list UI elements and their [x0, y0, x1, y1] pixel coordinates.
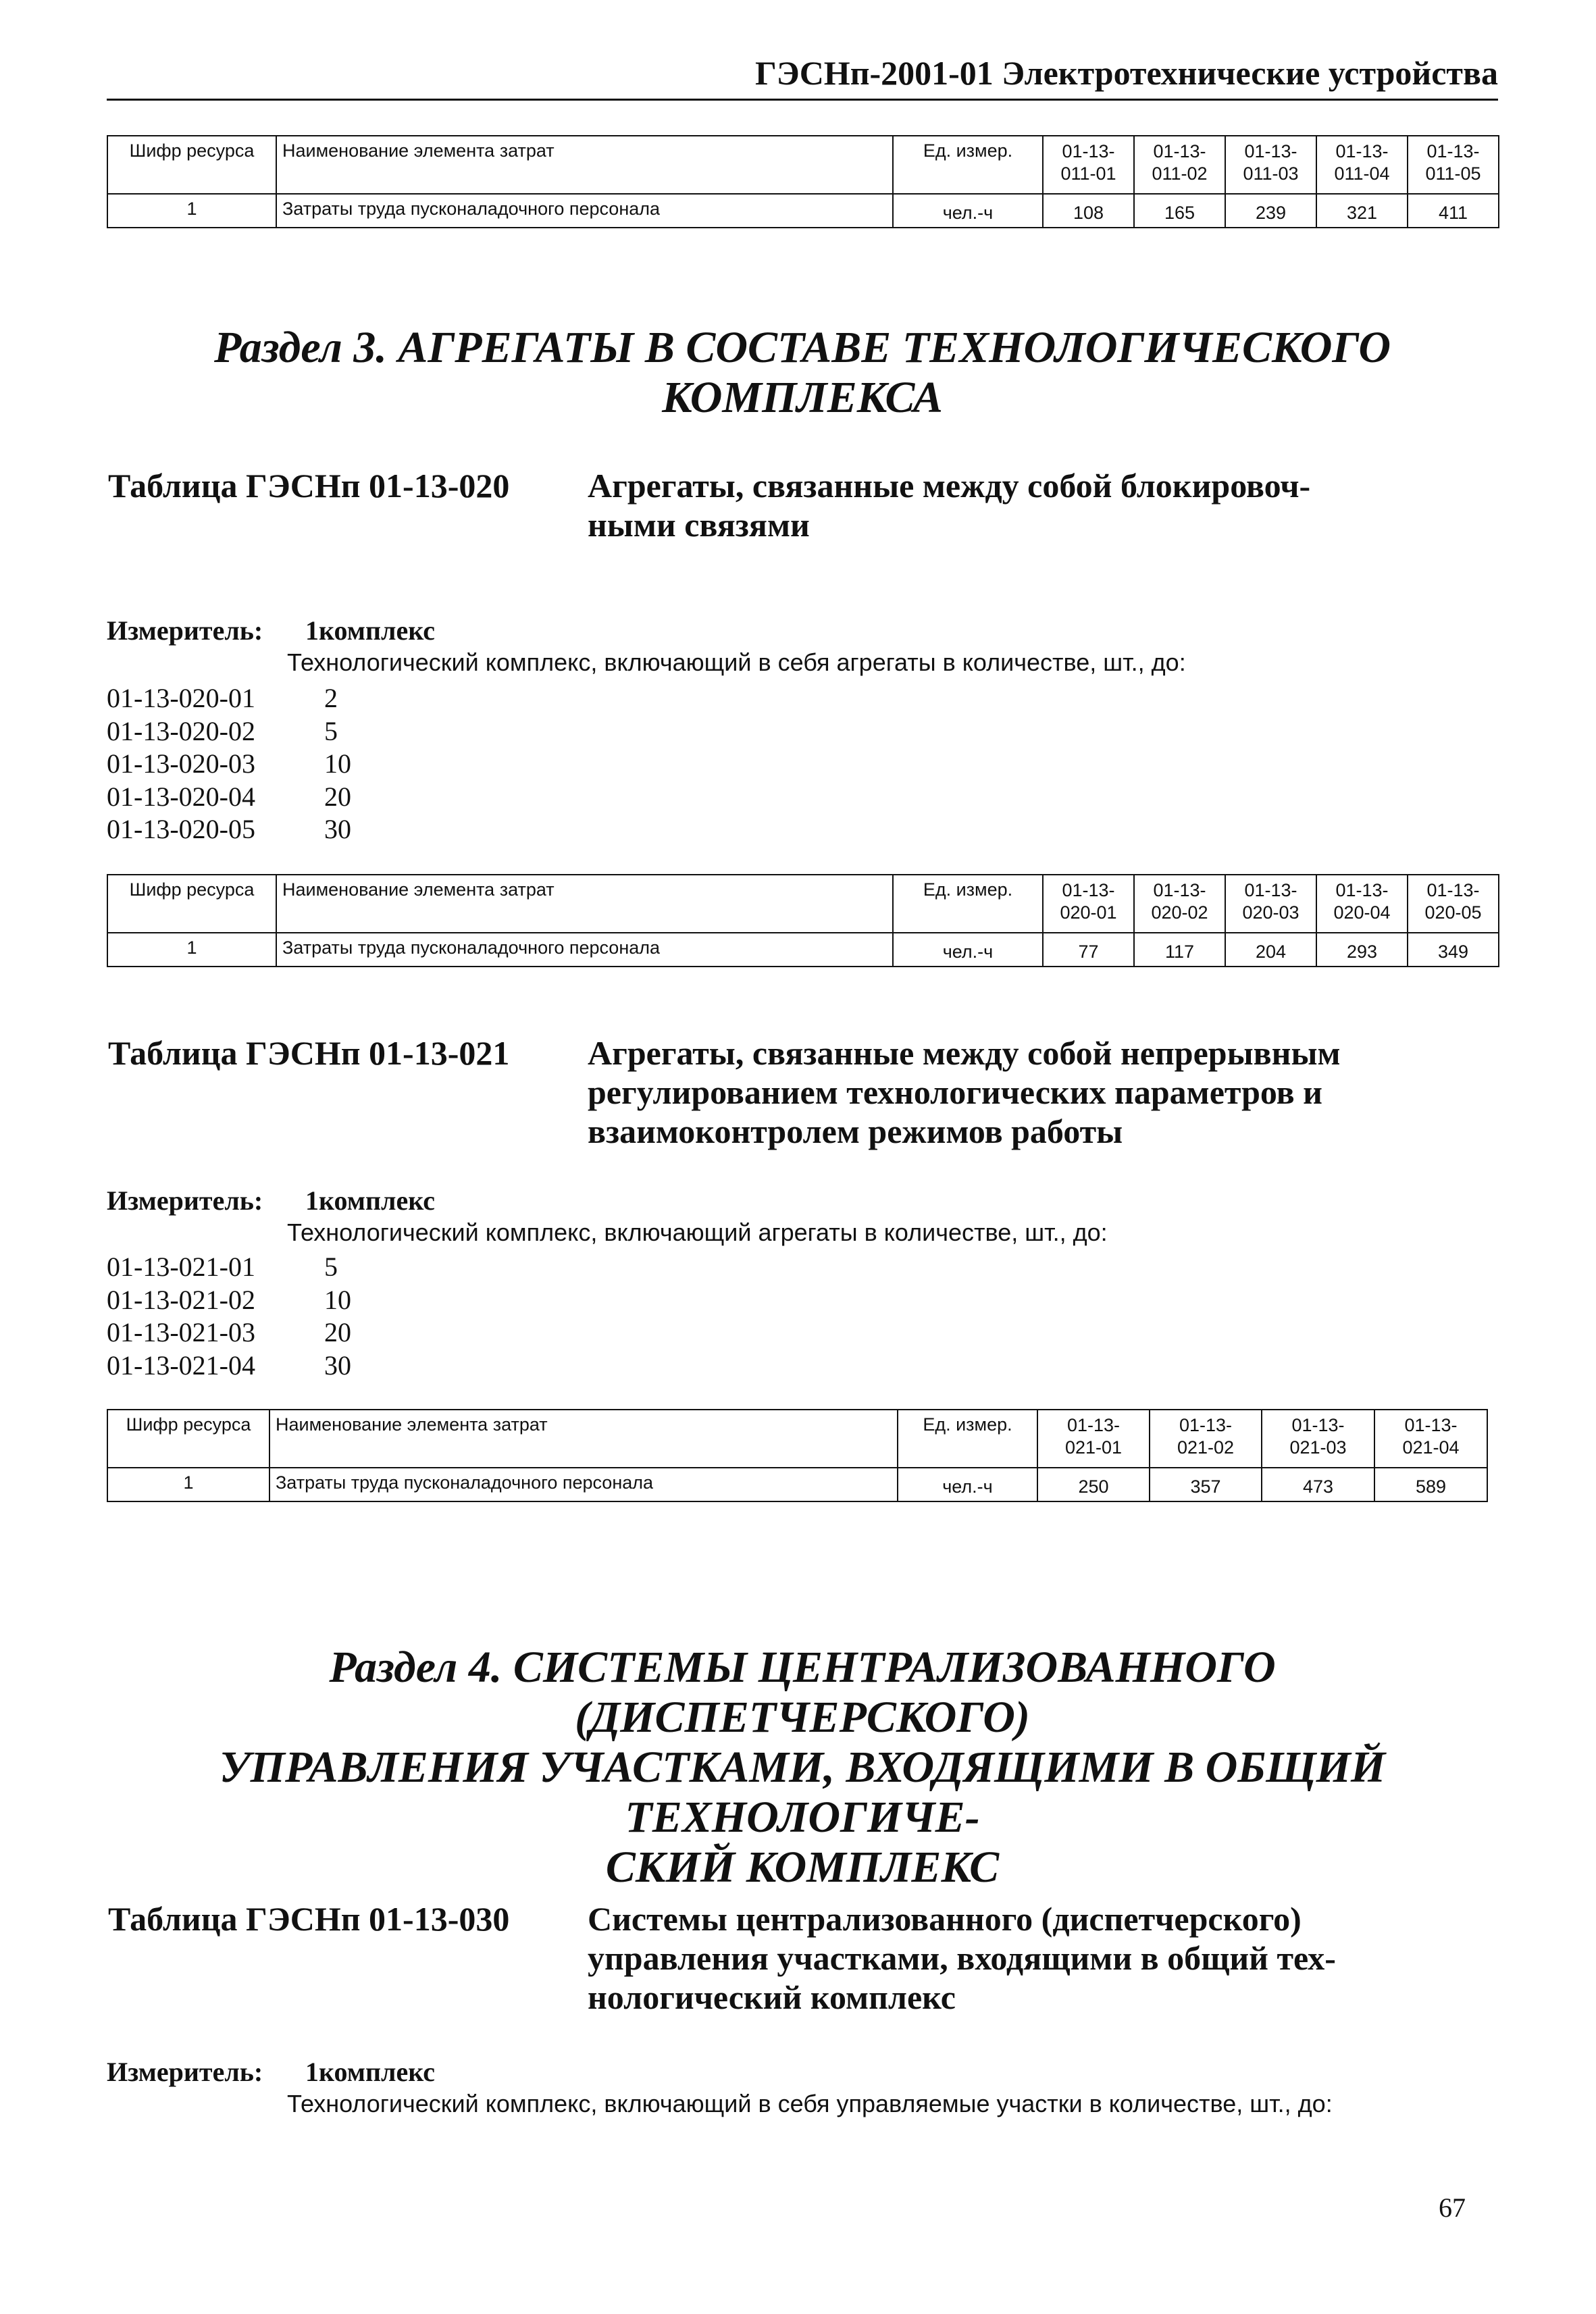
header-rule: [107, 99, 1498, 101]
table-row: [107, 933, 1499, 967]
measure-description: Технологический комплекс, включающий в себя агрегаты в количестве, шт., до:: [287, 648, 1186, 676]
col-header-norm-code: 01-13- 011-04: [1316, 136, 1408, 194]
list-item: 01-13-020-03 10: [107, 748, 351, 779]
cell-value: 77: [1043, 933, 1134, 967]
norm-list-021: [107, 1251, 351, 1382]
list-item: 01-13-020-05 30: [107, 814, 351, 844]
norm-list-020: [107, 682, 351, 846]
cell-value: 321: [1316, 194, 1408, 228]
cell-unit: чел.-ч: [893, 194, 1043, 228]
measure-unit: 1комплекс: [305, 2057, 436, 2087]
col-header-norm-code: 01-13- 020-03: [1225, 875, 1316, 933]
table-030-description: Системы централизованного (диспетчерского) управления участками, входящими в общий тех- нологический комплекс: [588, 1900, 1336, 2016]
measure-label: Измеритель:: [107, 615, 263, 646]
cell-value: 117: [1134, 933, 1225, 967]
resource-table-011: [107, 135, 1499, 228]
cell-value: 108: [1043, 194, 1134, 228]
col-header-norm-code: 01-13- 021-04: [1374, 1410, 1487, 1468]
col-header-norm-code: 01-13- 020-05: [1408, 875, 1499, 933]
cell-name: Затраты труда пусконаладочного персонала: [276, 933, 893, 967]
col-header-code: Шифр ресурса: [107, 136, 276, 194]
cell-code: 1: [107, 194, 276, 228]
section-4-title: Раздел 4. СИСТЕМЫ ЦЕНТРАЛИЗОВАННОГО (ДИСПЕТЧЕРСКОГО) УПРАВЛЕНИЯ УЧАСТКАМИ, ВХОДЯЩИМИ В ОБЩИЙ ТЕХНОЛОГИЧЕ- СКИЙ КОМПЛЕКС: [219, 1643, 1386, 1892]
col-header-unit: Ед. измер.: [893, 875, 1043, 933]
list-item: 01-13-020-02 5: [107, 715, 338, 746]
cell-value: 473: [1262, 1468, 1374, 1501]
measure-description: Технологический комплекс, включающий в себя управляемые участки в количестве, шт., до:: [287, 2090, 1333, 2117]
cell-code: 1: [107, 933, 276, 967]
resource-table-020: [107, 874, 1499, 967]
list-item: 01-13-020-01 2: [107, 683, 338, 713]
list-item: 01-13-021-04 30: [107, 1349, 351, 1381]
table-020-label: Таблица ГЭСНп 01-13-020: [108, 467, 510, 505]
table-021-label: Таблица ГЭСНп 01-13-021: [108, 1034, 510, 1072]
col-header-norm-code: 01-13- 011-03: [1225, 136, 1316, 194]
cell-value: 250: [1037, 1468, 1150, 1501]
section-3-title: Раздел 3. АГРЕГАТЫ В СОСТАВЕ ТЕХНОЛОГИЧЕСКОГО КОМПЛЕКСА: [213, 323, 1391, 422]
col-header-norm-code: 01-13- 020-01: [1043, 875, 1134, 933]
cell-value: 293: [1316, 933, 1408, 967]
table-021-description: Агрегаты, связанные между собой непрерывным регулированием технологических параметров и взаимоконтролем режимов работы: [588, 1034, 1341, 1150]
cell-name: Затраты труда пусконаладочного персонала: [276, 194, 893, 228]
table-header-row: [107, 875, 1499, 933]
list-item: 01-13-021-03 20: [107, 1317, 351, 1347]
page-number: 67: [1439, 2192, 1466, 2223]
cell-code: 1: [107, 1468, 269, 1501]
col-header-norm-code: 01-13- 021-03: [1262, 1410, 1374, 1468]
measure-unit: 1комплекс: [305, 1185, 436, 1216]
list-item: 01-13-021-01 5: [107, 1252, 338, 1282]
list-item: 01-13-020-04 20: [107, 781, 351, 812]
table-row: [107, 1468, 1487, 1501]
page-header-title: ГЭСНп-2001-01 Электротехнические устройства: [754, 54, 1498, 92]
measure-unit: 1комплекс: [305, 615, 436, 646]
cell-value: 239: [1225, 194, 1316, 228]
cell-unit: чел.-ч: [893, 933, 1043, 967]
cell-value: 589: [1374, 1468, 1487, 1501]
cell-value: 204: [1225, 933, 1316, 967]
measure-label: Измеритель:: [107, 1185, 263, 1216]
col-header-name: Наименование элемента затрат: [269, 1410, 898, 1468]
resource-table-021: [107, 1409, 1488, 1502]
table-row: [107, 194, 1499, 228]
col-header-norm-code: 01-13- 011-02: [1134, 136, 1225, 194]
col-header-norm-code: 01-13- 021-02: [1150, 1410, 1262, 1468]
col-header-name: Наименование элемента затрат: [276, 136, 893, 194]
col-header-norm-code: 01-13- 021-01: [1037, 1410, 1150, 1468]
cell-value: 349: [1408, 933, 1499, 967]
col-header-norm-code: 01-13- 020-02: [1134, 875, 1225, 933]
col-header-code: Шифр ресурса: [107, 875, 276, 933]
table-020-description: Агрегаты, связанные между собой блокировоч- ными связями: [588, 467, 1311, 544]
col-header-unit: Ед. измер.: [898, 1410, 1037, 1468]
col-header-norm-code: 01-13- 011-01: [1043, 136, 1134, 194]
col-header-norm-code: 01-13- 011-05: [1408, 136, 1499, 194]
cell-value: 165: [1134, 194, 1225, 228]
col-header-code: Шифр ресурса: [107, 1410, 269, 1468]
col-header-norm-code: 01-13- 020-04: [1316, 875, 1408, 933]
table-030-label: Таблица ГЭСНп 01-13-030: [108, 1900, 510, 1938]
cell-unit: чел.-ч: [898, 1468, 1037, 1501]
table-header-row: [107, 1410, 1487, 1468]
cell-name: Затраты труда пусконаладочного персонала: [269, 1468, 898, 1501]
list-item: 01-13-021-02 10: [107, 1284, 351, 1315]
cell-value: 411: [1408, 194, 1499, 228]
col-header-unit: Ед. измер.: [893, 136, 1043, 194]
col-header-name: Наименование элемента затрат: [276, 875, 893, 933]
cell-value: 357: [1150, 1468, 1262, 1501]
measure-label: Измеритель:: [107, 2057, 263, 2087]
table-header-row: [107, 136, 1499, 194]
measure-description: Технологический комплекс, включающий агрегаты в количестве, шт., до:: [287, 1218, 1108, 1246]
